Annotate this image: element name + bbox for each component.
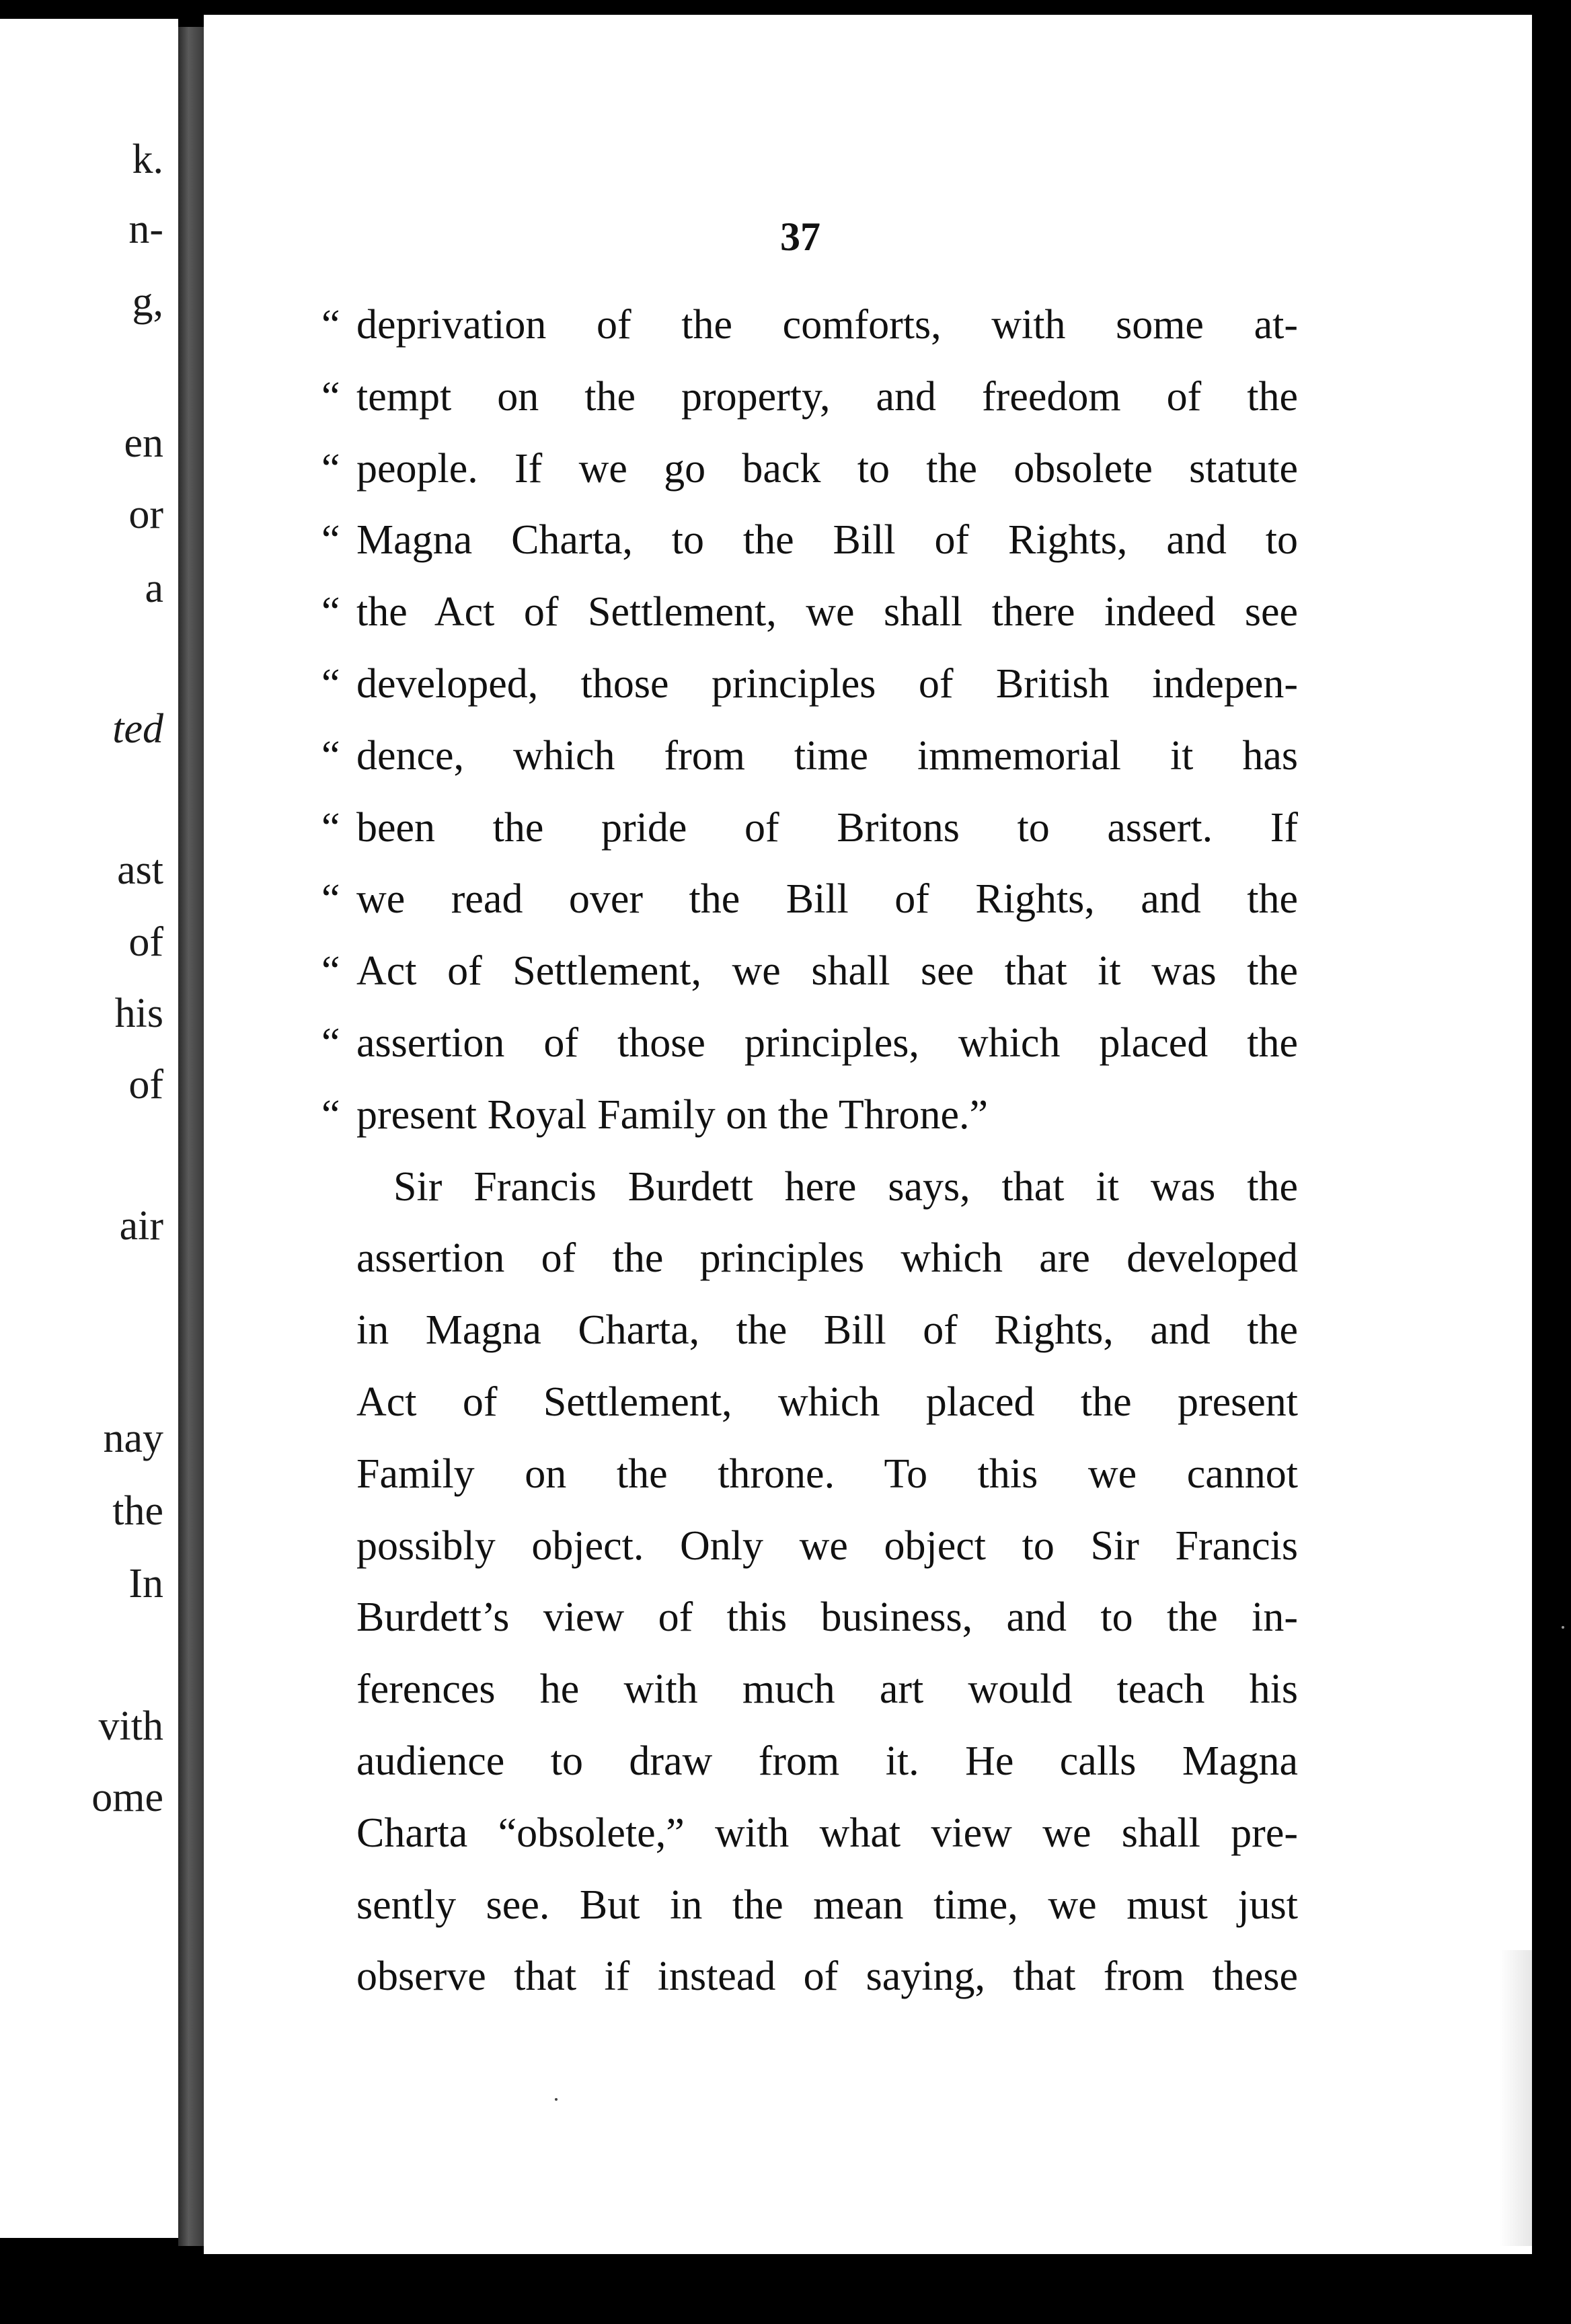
text-line — [321, 720, 1298, 792]
left-page-text: air — [119, 1203, 163, 1249]
text-line — [356, 1797, 1298, 1869]
page-edge-shadow — [1500, 1950, 1532, 2246]
text-line — [321, 935, 1298, 1007]
text-line — [321, 504, 1298, 576]
text-line — [321, 792, 1298, 864]
line-text: deprivation of the comforts, with some at- — [356, 302, 1298, 348]
text-line — [321, 433, 1298, 505]
line-text: Magna Charta, to the Bill of Rights, and to — [356, 517, 1298, 564]
left-page-text: In — [128, 1561, 163, 1606]
line-text: assertion of those principles, which placed the — [356, 1019, 1298, 1066]
text-line — [356, 1726, 1298, 1797]
text-line — [321, 1007, 1298, 1079]
page-number: 37 — [780, 215, 820, 259]
quote-mark: “ — [321, 876, 340, 923]
left-page-text: of — [128, 1062, 163, 1108]
quote-mark: “ — [321, 373, 340, 420]
text-line — [321, 648, 1298, 720]
quote-mark: “ — [321, 1019, 340, 1066]
left-page-text: ome — [91, 1775, 163, 1820]
line-text: we read over the Bill of Rights, and the — [356, 876, 1298, 923]
line-text: ferences he with much art would teach his — [356, 1666, 1298, 1713]
line-text: Act of Settlement, we shall see that it was the — [356, 948, 1298, 995]
left-page-text: vith — [98, 1703, 163, 1749]
text-line — [321, 863, 1298, 935]
line-text: tempt on the property, and freedom of the — [356, 373, 1298, 420]
text-line — [356, 1294, 1298, 1366]
text-line — [321, 1079, 1298, 1151]
text-line — [356, 1941, 1298, 2013]
left-page-text: of — [128, 919, 163, 965]
book-gutter — [178, 27, 204, 2246]
line-text: been the pride of Britons to assert. If — [356, 804, 1298, 851]
line-text: in Magna Charta, the Bill of Rights, and the — [356, 1307, 1298, 1354]
line-text: Act of Settlement, which placed the present — [356, 1379, 1298, 1425]
left-page-text: n- — [128, 206, 163, 252]
quote-mark: “ — [321, 517, 340, 564]
line-text: assertion of the principles which are developed — [356, 1235, 1298, 1282]
quote-mark: “ — [321, 1091, 340, 1138]
line-text: possibly object. Only we object to Sir Francis — [356, 1522, 1298, 1569]
line-text: observe that if instead of saying, that from these — [356, 1953, 1298, 2000]
text-line — [356, 1151, 1298, 1223]
left-page-text: the — [112, 1488, 163, 1534]
left-page-text: ast — [117, 847, 163, 893]
text-line — [321, 576, 1298, 648]
line-text: developed, those principles of British indepen- — [356, 660, 1298, 707]
line-text: Burdett’s view of this business, and to the in- — [356, 1594, 1298, 1641]
left-page-text: g, — [132, 279, 163, 325]
left-page-text: k. — [132, 137, 163, 182]
left-page-text: nay — [103, 1416, 163, 1461]
quote-mark: “ — [321, 589, 340, 635]
left-page-fragment — [0, 19, 178, 2238]
left-page-text: his — [114, 991, 163, 1036]
paper-speck — [1562, 1626, 1564, 1629]
line-text: the Act of Settlement, we shall there indeed see — [356, 589, 1298, 635]
left-page-text: or — [128, 492, 163, 537]
text-line — [321, 361, 1298, 433]
body-text — [321, 289, 1298, 2013]
line-text: audience to draw from it. He calls Magna — [356, 1738, 1298, 1784]
line-text: Sir Francis Burdett here says, that it was the — [393, 1163, 1298, 1210]
left-page-text: en — [124, 420, 163, 466]
line-text: Charta “obsolete,” with what view we shall pre- — [356, 1810, 1298, 1856]
text-line — [356, 1869, 1298, 1941]
line-text: Family on the throne. To this we cannot — [356, 1450, 1298, 1497]
quote-mark: “ — [321, 804, 340, 851]
line-text: present Royal Family on the Throne.” — [356, 1091, 988, 1138]
paper-speck — [555, 2098, 558, 2101]
quote-mark: “ — [321, 445, 340, 492]
line-text: sently see. But in the mean time, we must just — [356, 1882, 1298, 1928]
line-text: dence, which from time immemorial it has — [356, 732, 1298, 779]
text-line — [356, 1654, 1298, 1726]
text-line — [356, 1438, 1298, 1510]
quote-mark: “ — [321, 302, 340, 348]
text-line — [356, 1366, 1298, 1438]
quote-mark: “ — [321, 660, 340, 707]
text-line — [356, 1223, 1298, 1294]
text-line — [356, 1582, 1298, 1654]
line-text: people. If we go back to the obsolete statute — [356, 445, 1298, 492]
quote-mark: “ — [321, 948, 340, 995]
text-line — [356, 1510, 1298, 1582]
quote-mark: “ — [321, 732, 340, 779]
left-page-text: ted — [112, 706, 163, 752]
left-page-text: a — [145, 566, 163, 611]
text-line — [321, 289, 1298, 361]
